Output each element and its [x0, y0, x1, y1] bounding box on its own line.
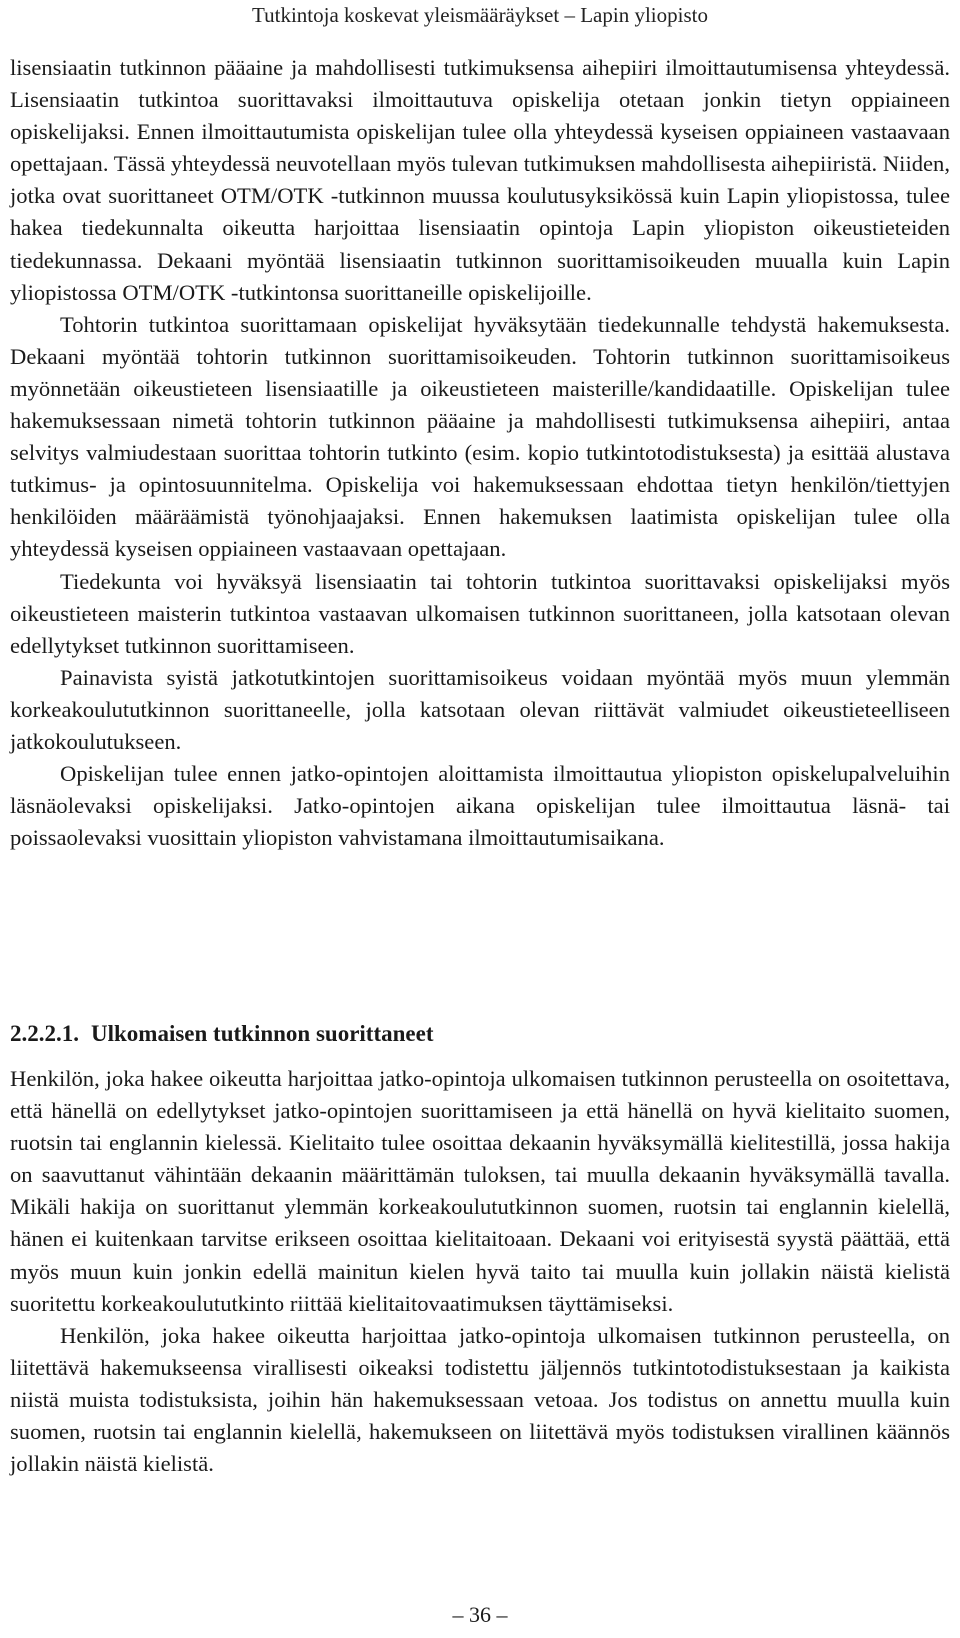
- paragraph: Painavista syistä jatkotutkintojen suorittamisoikeus voidaan myöntää myös muun ylemmän korkeakoulututkinnon suorittaneelle, jolla katsotaan olevan riittävät valmiudet oikeustieteelliseen jatkokoulutukseen.: [10, 664, 950, 754]
- paragraph: Henkilön, joka hakee oikeutta harjoittaa jatko-opintoja ulkomaisen tutkinnon perusteella, on liitettävä hakemukseensa virallisesti oikeaksi todistettu jäljennös tutkintotodistuksestaan ja kaikista niistä muista todistuksista, joihin hän hakemuksessaan vetoaa. Jos todistus on annettu muulla kuin suomen, ruotsin tai englannin kielellä, hakemukseen on liitettävä myös todistuksen virallinen käännös jollakin näistä kielistä.: [10, 1322, 950, 1477]
- paragraph: Tohtorin tutkintoa suorittamaan opiskelijat hyväksytään tiedekunnalle tehdystä hakemuksesta. Dekaani myöntää tohtorin tutkinnon suorittamisoikeuden. Tohtorin tutkinnon suorittamisoikeus myönnetään oikeustieteen lisensiaatille ja oikeustieteen maisterille/kandidaatille. Opiskelijan tulee hakemuksessaan nimetä tohtorin tutkinnon pääaine ja mahdollisesti tutkimuksensa aihepiiri, antaa selvitys valmiudestaan suorittaa tohtorin tutkinto (esim. kopio tutkintotodistuksesta) ja esittää alustava tutkimus- ja opintosuunnitelma. Opiskelija voi hakemuksessaan ehdottaa tietyn henkilön/tiettyjen henkilöiden määräämistä työnohjaajaksi. Ennen hakemuksen laatimista opiskelijan tulee olla yhteydessä kyseisen oppiaineen vastaavaan opettajaan.: [10, 311, 950, 562]
- section-heading: [10, 1018, 950, 1050]
- paragraph: Henkilön, joka hakee oikeutta harjoittaa jatko-opintoja ulkomaisen tutkinnon perusteella on osoitettava, että hänellä on edellytykset jatko-opintojen suorittamiseen ja että hänellä on hyvä kielitaito suomen, ruotsin tai englannin kielessä. Kielitaito tulee osoittaa dekaanin hyväksymällä kielitestillä, jossa hakija on saavuttanut vähintään dekaanin määrittämän tuloksen, tai muulla dekaanin hyväksymällä tavalla. Mikäli hakija on suorittanut ylemmän korkeakoulututkinnon suomen, ruotsin tai englannin kielellä, hänen ei kuitenkaan tarvitse erikseen osoittaa kielitaitoaan. Dekaani voi erityisestä syystä päättää, että myös muun kuin jonkin edellä mainitun kielen hyvä taito tai muulla kuin jollakin näistä kielistä suoritettu korkeakoulututkinto riittää kielitaitovaatimuksen täyttämiseksi.: [10, 1066, 950, 1316]
- section-title: Ulkomaisen tutkinnon suorittaneet: [91, 1021, 434, 1046]
- running-header: Tutkintoja koskevat yleismääräykset – Lapin yliopisto: [252, 3, 708, 27]
- page-number: – 36 –: [452, 1602, 508, 1627]
- paragraph: Tiedekunta voi hyväksyä lisensiaatin tai tohtorin tutkintoa suorittavaksi opiskelijaksi myös oikeustieteen maisterin tutkintoa vastaavan ulkomaisen tutkinnon suorittaneen, jolla katsotaan olevan edellytykset tutkinnon suorittamiseen.: [10, 568, 950, 658]
- section-text: [10, 1063, 950, 1480]
- paragraph: lisensiaatin tutkinnon pääaine ja mahdollisesti tutkimuksensa aihepiiri ilmoittautumisensa yhteydessä. Lisensiaatin tutkintoa suorittavaksi ilmoittautuva opiskelija otetaan jonkin tietyn oppiaineen opiskelijaksi. Ennen ilmoittautumista opiskelijan tulee olla yhteydessä kyseisen oppiaineen vastaavaan opettajaan. Tässä yhteydessä neuvotellaan myös tulevan tutkimuksen mahdollisesta aihepiiristä. Niiden, jotka ovat suorittaneet OTM/OTK -tutkinnon muussa koulutusyksikössä kuin Lapin yliopistossa, tulee hakea tiedekunnalta oikeutta harjoittaa lisensiaatin opintoja Lapin yliopiston oikeustieteiden tiedekunnassa. Dekaani myöntää lisensiaatin tutkinnon suorittamisoikeuden muualla kuin Lapin yliopistossa OTM/OTK -tutkintonsa suorittaneille opiskelijoille.: [10, 55, 950, 305]
- body-text: [10, 52, 950, 854]
- paragraph: Opiskelijan tulee ennen jatko-opintojen aloittamista ilmoittautua yliopiston opiskelupalveluihin läsnäolevaksi opiskelijaksi. Jatko-opintojen aikana opiskelijan tulee ilmoittautua läsnä- tai poissaolevaksi vuosittain yliopiston vahvistamana ilmoittautumisaikana.: [10, 761, 950, 851]
- section-number: 2.2.2.1.: [10, 1021, 79, 1046]
